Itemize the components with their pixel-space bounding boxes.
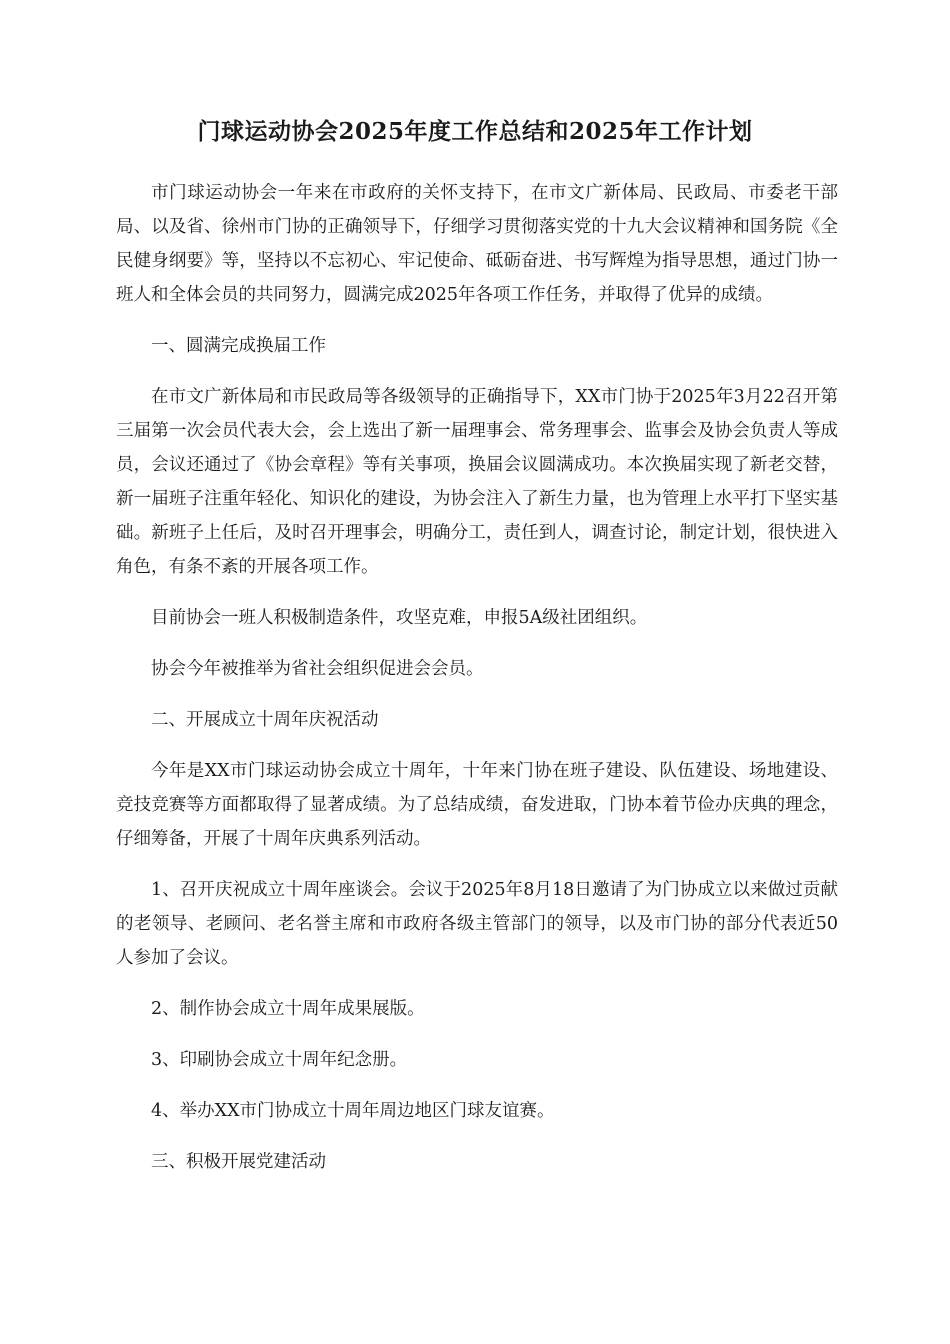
section-2-item: 3、印刷协会成立十周年纪念册。 — [151, 1050, 408, 1070]
section-2-item: 2、制作协会成立十周年成果展版。 — [151, 999, 425, 1019]
section-1-paragraph: 协会今年被推举为省社会组织促进会会员。 — [151, 659, 484, 679]
section-2-item: 4、举办XX市门协成立十周年周边地区门球友谊赛。 — [151, 1101, 555, 1121]
section-2-item: 1、召开庆祝成立十周年座谈会。会议于2025年8月18日邀请了为门协成立以来做过贡献的老领导、老顾问、老名誉主席和市政府各级主管部门的领导，以及市门协的部分代表近50人参加了会议。 — [116, 880, 838, 968]
section-2-paragraph: 今年是XX市门球运动协会成立十周年，十年来门协在班子建设、队伍建设、场地建设、竞技竞赛等方面都取得了显著成绩。为了总结成绩，奋发进取，门协本着节俭办庆典的理念，仔细筹备，开展了十周年庆典系列活动。 — [116, 761, 838, 849]
document-title: 门球运动协会2025年度工作总结和2025年工作计划 — [197, 118, 753, 145]
section-heading-3: 三、积极开展党建活动 — [151, 1152, 326, 1172]
intro-paragraph: 市门球运动协会一年来在市政府的关怀支持下，在市文广新体局、民政局、市委老干部局、以及省、徐州市门协的正确领导下，仔细学习贯彻落实党的十九大会议精神和国务院《全民健身纲要》等，坚持以不忘初心、牢记使命、砥砺奋进、书写辉煌为指导思想，通过门协一班人和全体会员的共同努力，圆满完成2025年各项工作任务，并取得了优异的成绩。 — [116, 183, 838, 305]
document-body — [116, 176, 838, 1196]
section-1-paragraph: 在市文广新体局和市民政局等各级领导的正确指导下，XX市门协于2025年3月22召开第三届第一次会员代表大会，会上选出了新一届理事会、常务理事会、监事会及协会负责人等成员，会议还通过了《协会章程》等有关事项，换届会议圆满成功。本次换届实现了新老交替，新一届班子注重年轻化、知识化的建设，为协会注入了新生力量，也为管理上水平打下坚实基础。新班子上任后，及时召开理事会，明确分工，责任到人，调查讨论，制定计划，很快进入角色，有条不紊的开展各项工作。 — [116, 387, 838, 577]
section-1-paragraph: 目前协会一班人积极制造条件，攻坚克难，申报5A级社团组织。 — [151, 608, 648, 628]
section-heading-2: 二、开展成立十周年庆祝活动 — [151, 710, 379, 730]
section-heading-1: 一、圆满完成换届工作 — [151, 336, 326, 356]
